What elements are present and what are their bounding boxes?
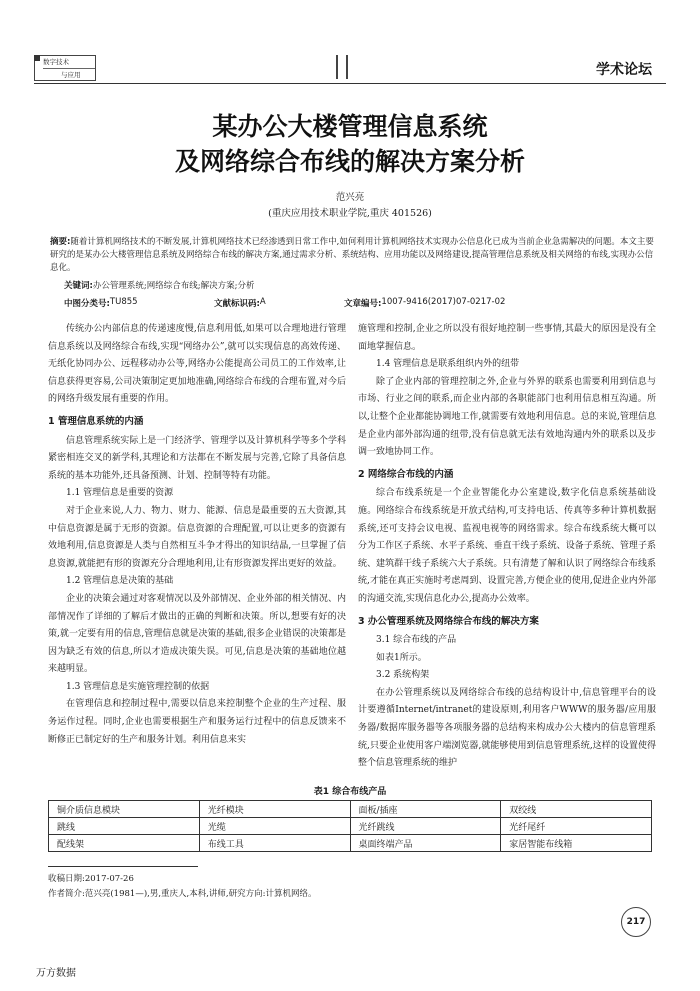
table-cell: 光纤模块: [199, 801, 350, 818]
article-title-line1: 某办公大楼管理信息系统: [212, 112, 488, 141]
body-column-right: [358, 321, 656, 773]
heading-1: 1 管理信息系统的内涵: [48, 415, 144, 427]
heading-1-2: 1.2 管理信息是决策的基础: [66, 576, 174, 587]
logo-corner-mark: [34, 55, 40, 61]
heading-3: 3 办公管理系统及网络综合布线的解决方案: [358, 615, 539, 627]
author-bio: 作者简介:范兴亮(1981—),男,重庆人,本科,讲师,研究方向:计算机网络。: [48, 889, 317, 899]
page-header: [34, 53, 666, 83]
products-table: [48, 800, 652, 852]
paragraph-3-2: 在办公管理系统以及网络综合布线的总结构设计中,信息管理平台的设计要遵循Internet/intranet的建设原则,利用客户WWW的服务器/应用服务器/数据库服务器等各项服务器的总结构来构成办公大楼内的信息管理系统,只要企业使用客户端浏览器,就能够使用到信息管理系统,这样的设置使得整个信息管理系统的维护: [358, 687, 656, 769]
paragraph-continued: 施管理和控制,企业之所以没有很好地控制一些事情,其最大的原因是没有全面地掌握信息。: [358, 324, 656, 352]
table-cell: 光纤尾纤: [501, 818, 652, 835]
doc-code-value: A: [259, 297, 266, 307]
paragraph-1-3: 在管理信息和控制过程中,需要以信息来控制整个企业的生产过程、服务运作过程。同时,企业也需要根据生产和服务运行过程中的信息反馈来不断修正已制定好的生产和服务计划。利用信息来实: [48, 699, 346, 745]
clc-label: 中图分类号:: [64, 299, 110, 309]
table-cell: 家居智能布线箱: [501, 835, 652, 852]
table-cell: 布线工具: [199, 835, 350, 852]
doc-code-label: 文献标识码:: [214, 299, 260, 309]
table-cell: 光缆: [199, 818, 350, 835]
table-row: [49, 801, 652, 818]
heading-3-1: 3.1 综合布线的产品: [376, 635, 457, 646]
section-title: 学术论坛: [596, 62, 652, 78]
heading-1-1: 1.1 管理信息是重要的资源: [66, 488, 174, 499]
page-number-seal: [621, 907, 651, 937]
table-cell: 面板/插座: [350, 801, 501, 818]
heading-3-2: 3.2 系统构架: [376, 670, 430, 681]
heading-2: 2 网络综合布线的内涵: [358, 468, 454, 480]
paragraph-1-2: 企业的决策会通过对客观情况以及外部情况、企业外部的相关情况、内部情况作了详细的了解后才做出的正确的判断和决策。所以,想要有好的决策,就一定要有用的信息,管理信息就是决策的基础,很多企业错误的决策都是因为缺乏有效的信息,所以才造成决策失误。可见,信息是决策的基础地位越来越明显。: [48, 593, 346, 675]
paragraph-3-1: 如表1所示。: [376, 652, 427, 663]
article-no-label: 文章编号:: [344, 299, 382, 309]
paragraph-1-1: 对于企业来说,人力、物力、财力、能源、信息是最重要的五大资源,其中信息资源是属于无形的资源。信息资源的合理配置,可以让更多的资源有效地利用,信息资源是人类与自然相互斗争才得出的知识结晶,一旦掌握了信息资源,就能把有形的资源充分合理地利用,让有形资源发挥出更好的效益。: [48, 505, 346, 569]
keywords-text: 办公管理系统;网络综合布线;解决方案;分析: [92, 281, 255, 291]
paragraph-1: 信息管理系统实际上是一门经济学、管理学以及计算机科学等多个学科紧密相连交叉的新学科,其理论和方法都在不断发展与完善,它除了具备信息系统的基本功能外,还具备预测、计划、控制等特有功能。: [48, 435, 346, 481]
table-cell: 铜介质信息模块: [49, 801, 200, 818]
table-row: [49, 818, 652, 835]
table-cell: 跳线: [49, 818, 200, 835]
table-row: [49, 835, 652, 852]
table-cell: 光纤跳线: [350, 818, 501, 835]
abstract-text: 随着计算机网络技术的不断发展,计算机网络技术已经渗透到日常工作中,如何利用计算机网络技术实现办公信息化已成为当前企业急需解决的问题。本文主要研究的是某办公大楼管理信息系统及网络综合布线的解决方案,通过需求分析、系统结构、应用功能以及网络建设,提高管理信息系统及相关网络的布线,实现办公信息化。: [50, 237, 654, 273]
keywords-label: 关键词:: [64, 281, 93, 291]
table-cell: 配线架: [49, 835, 200, 852]
keywords: [64, 280, 654, 293]
author-name: 范兴亮: [335, 192, 365, 203]
journal-logo: [34, 55, 96, 81]
abstract-label: 摘要:: [50, 237, 71, 247]
article-title-line2: 及网络综合布线的解决方案分析: [174, 147, 525, 176]
heading-1-3: 1.3 管理信息是实施管理控制的依据: [66, 681, 210, 692]
heading-1-4: 1.4 管理信息是联系组织内外的纽带: [376, 359, 520, 370]
paragraph-1-4: 除了企业内部的管理控制之外,企业与外界的联系也需要利用到信息与市场、行业之间的联系,而企业内部的各职能部门也利用信息相互沟通。所以,让整个企业都能协调地工作,就需要有效地利用信息。总的来说,管理信息是企业内部外部沟通的纽带,没有信息就无法有效地沟通内外的联系以及步调一致地协同工作。: [358, 376, 656, 458]
abstract: [50, 236, 655, 275]
database-watermark: 万方数据: [36, 968, 76, 979]
page-number: 217: [626, 917, 646, 927]
author-affiliation: (重庆应用技术职业学院,重庆 401526): [268, 208, 432, 219]
intro-paragraph: 传统办公内部信息的传递速度慢,信息利用低,如果可以合理地进行管理信息系统以及网络综合布线,实现“网络办公”,就可以实现信息的高效传递、无纸化协同办公、远程移动办公等,网络办公能提高公司员工的工作效率,让信息获得更容易,公司决策制定更加地准确,网络综合布线的合理布置,对今后的网络升级发展有重要的作用。: [48, 324, 346, 405]
table-cell: 双绞线: [501, 801, 652, 818]
footnote-rule: [48, 866, 198, 867]
header-rule: [34, 83, 666, 84]
table-cell: 桌面终端产品: [350, 835, 501, 852]
journal-name-line2: 与应用: [43, 68, 95, 81]
paragraph-2: 综合布线系统是一个企业智能化办公室建设,数字化信息系统基础设施。网络综合布线系统是开放式结构,可支持电话、传真等多种计算机数据系统,还可支持会议电视、监视电视等的网络需求。综合布线系统大概可以分为工作区子系统、水平子系统、垂直干线子系统、设备子系统、管理子系统、建筑群干线子系统六大子系统。只有清楚了解和认识了网络综合布线系统,才能在真正实施时考虑周到、设置完善,方便企业的使用,促进企业内外部的沟通交流,实现信息化办公,提高办公效率。: [358, 488, 656, 604]
article-no-value: 1007-9416(2017)07-0217-02: [381, 297, 506, 307]
body-column-left: [48, 321, 346, 749]
header-divider-bars: [336, 55, 356, 81]
clc-value: TU855: [109, 297, 138, 307]
journal-name-line1: 数字技术: [43, 58, 69, 66]
table-caption: 表1 综合布线产品: [313, 787, 387, 797]
received-date: 收稿日期:2017-07-26: [48, 874, 134, 884]
